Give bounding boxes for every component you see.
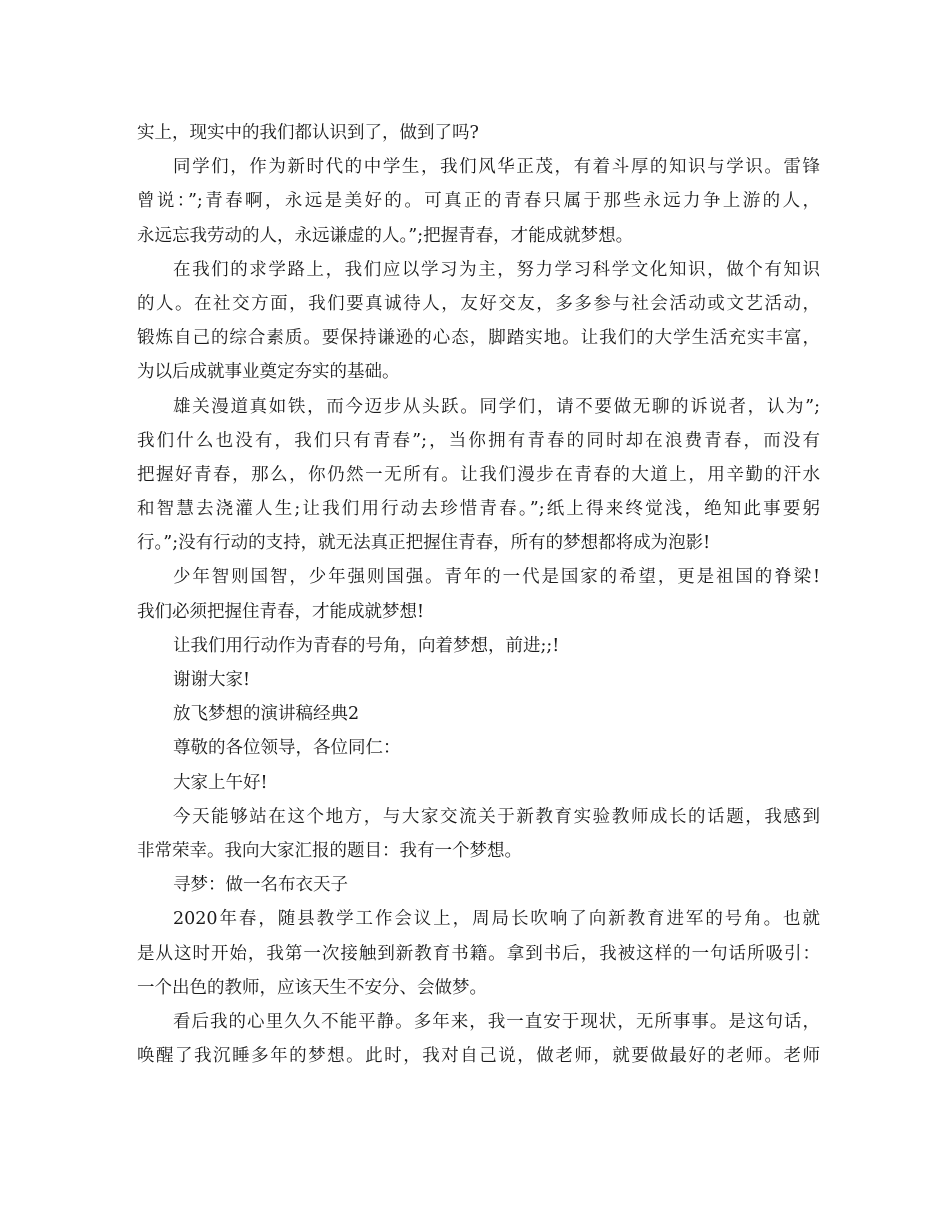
text-line: 我们必须把握住青春，才能成就梦想! (137, 601, 425, 622)
text-line: 曾说：”;青春啊，永远是美好的。可真正的青春只属于那些永远力争上游的人， (137, 191, 820, 212)
text-line: 的人。在社交方面，我们要真诚待人，友好交友，多多参与社会活动或文艺活动， (137, 293, 820, 314)
text-line: 让我们用行动作为青春的号角，向着梦想，前进;;! (173, 635, 560, 656)
document-body (137, 116, 820, 1073)
section-heading: 放飞梦想的演讲稿经典2 (173, 704, 360, 725)
text-line: 尊敬的各位领导，各位同仁： (173, 738, 401, 759)
text-line: 2020年春，随县教学工作会议上，周局长吹响了向新教育进军的号角。也就 (173, 909, 820, 930)
text-line: 非常荣幸。我向大家汇报的题目：我有一个梦想。 (137, 840, 522, 861)
text-line: 是从这时开始，我第一次接触到新教育书籍。拿到书后，我被这样的一句话所吸引： (137, 943, 820, 964)
text-line: 我们什么也没有，我们只有青春”;，当你拥有青春的同时却在浪费青春，而没有 (137, 430, 820, 451)
text-line: 为以后成就事业奠定夯实的基础。 (137, 362, 400, 383)
text-line: 同学们，作为新时代的中学生，我们风华正茂，有着斗厚的知识与学识。雷锋 (173, 157, 820, 178)
text-line: 看后我的心里久久不能平静。多年来，我一直安于现状，无所事事。是这句话， (173, 1011, 820, 1032)
text-line: 谢谢大家! (173, 670, 251, 690)
text-line: 在我们的求学路上，我们应以学习为主，努力学习科学文化知识，做个有知识 (173, 259, 820, 280)
text-line: 锻炼自己的综合素质。要保持谦逊的心态，脚踏实地。让我们的大学生活充实丰富， (137, 328, 820, 349)
text-line: 实上，现实中的我们都认识到了，做到了吗? (137, 123, 479, 143)
text-line: 行。”;没有行动的支持，就无法真正把握住青春，所有的梦想都将成为泡影! (137, 533, 711, 554)
text-line: 寻梦：做一名布衣天子 (173, 875, 348, 896)
text-line: 雄关漫道真如铁，而今迈步从头跃。同学们，请不要做无聊的诉说者，认为”; (173, 396, 820, 417)
text-line: 一个出色的教师，应该天生不安分、会做梦。 (137, 977, 487, 998)
text-line: 大家上午好! (173, 772, 268, 793)
text-line: 少年智则国智，少年强则国强。青年的一代是国家的希望，更是祖国的脊梁! (173, 567, 820, 588)
text-line: 永远忘我劳动的人，永远谦虚的人。”;把握青春，才能成就梦想。 (137, 225, 634, 246)
text-line: 今天能够站在这个地方，与大家交流关于新教育实验教师成长的话题，我感到 (173, 806, 820, 827)
text-line: 唤醒了我沉睡多年的梦想。此时，我对自己说，做老师，就要做最好的老师。老师 (137, 1046, 820, 1067)
text-line: 把握好青春，那么，你仍然一无所有。让我们漫步在青春的大道上，用辛勤的汗水 (137, 464, 820, 485)
text-line: 和智慧去浇灌人生;让我们用行动去珍惜青春。”;纸上得来终觉浅，绝知此事要躬 (137, 499, 820, 520)
